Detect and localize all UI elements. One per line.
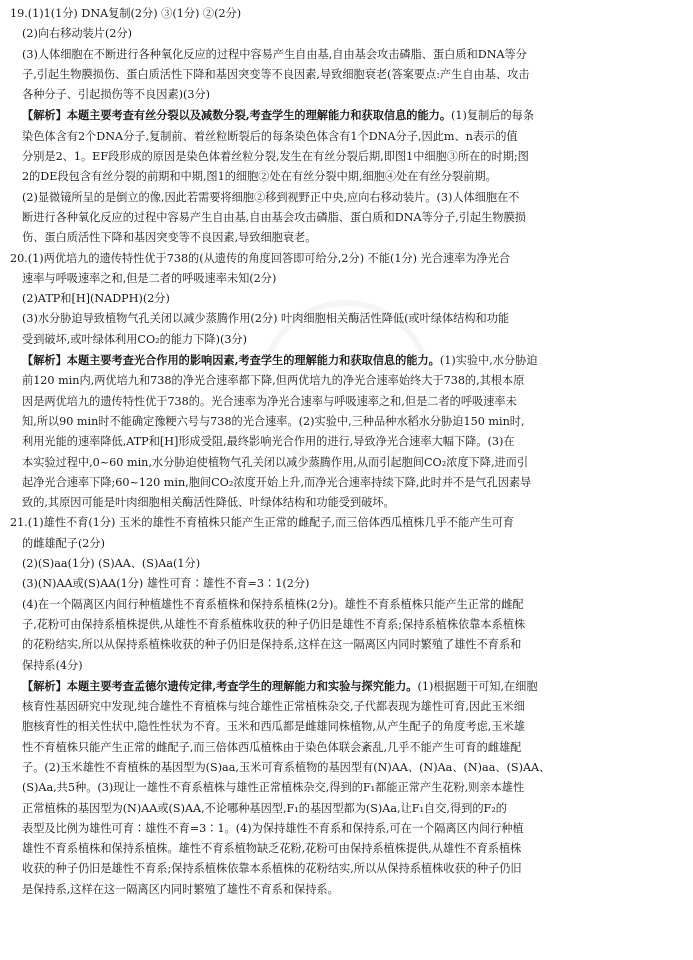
q20-analysis-line: [10, 350, 682, 371]
q20-analysis-line: 因是两优培九的遗传特性优于738的。光合速率为净光合速率与呼吸速率之和,但是二者的呼吸速率未: [22, 394, 517, 408]
analysis-text: (1)根据题干可知,在细胞: [417, 679, 538, 693]
q21-analysis-line: 胞核育性的相关性状中,隐性性状为不育。玉米和西瓜都是雌雄同株植物,从产生配子的角度考虑,玉米雄: [22, 720, 525, 734]
q20-answer-line: (3)水分胁迫导致植物气孔关闭以减少蒸腾作用(2分) 叶肉细胞相关酶活性降低(或叶绿体结构和功能: [22, 312, 510, 326]
q19-answer-line: 子,引起生物膜损伤、蛋白质活性下降和基因突变等不良因素,导致细胞衰老(答案要点:产生自由基、攻击: [22, 67, 530, 81]
q21-analysis-line: 核育性基因研究中发现,纯合雄性不育植株与纯合雄性正常植株杂交,子代都表现为雄性可育,因此玉米细: [22, 700, 525, 714]
q20-answer-line: 20.(1)两优培九的遗传特性优于738的(从遗传的角度回答即可给分,2分) 不能(1分) 光合速率为净光合: [10, 251, 511, 265]
q20-analysis-line: 致的,其原因可能是叶肉细胞相关酶活性降低、叶绿体结构和功能受到破坏。: [22, 496, 395, 510]
question-21: [10, 513, 682, 900]
q21-analysis-line: 表型及比例为雄性可育∶雄性不育=3∶1。(4)为保持雄性不育系和保持系,可在一个隔离区内间行种植: [22, 821, 524, 835]
q20-answer-line: 速率与呼吸速率之和,但是二者的呼吸速率未知(2分): [22, 271, 277, 285]
q19-answer-line: 各种分子、引起损伤等不良因素)(3分): [22, 88, 211, 102]
q21-analysis-line: 是保持系,这样在这一隔离区内同时繁殖了雄性不育系和保持系。: [22, 882, 339, 896]
q19-answer-line: (3)人体细胞在不断进行各种氧化反应的过程中容易产生自由基,自由基会攻击磷脂、蛋白质和DNA等分: [22, 47, 527, 61]
q20-analysis-line: 利用光能的速率降低,ATP和[H]形成受阻,最终影响光合作用的进行,导致净光合速率大幅下降。(3)在: [22, 435, 515, 449]
question-19: [10, 4, 682, 249]
q21-analysis-line: 性不育植株只能产生正常的雌配子,而三倍体西瓜植株由于染色体联会紊乱,几乎不能产生可育的雌雄配: [22, 740, 522, 754]
q20-answer-line: 受到破坏,或叶绿体利用CO₂的能力下降)(3分): [22, 332, 247, 346]
q21-answer-line: 保持系(4分): [22, 658, 83, 672]
q21-answer-line: 子,花粉可由保持系植株提供,从雄性不育系植株收获的种子仍旧是雄性不育系;保持系植株依靠本系植株: [22, 617, 526, 631]
analysis-tag: 【解析】本题主要考查光合作用的影响因素,考查学生的理解能力和获取信息的能力。: [22, 353, 440, 368]
q21-analysis-line: (S)Aa,共5种。(3)现让一雄性不育系植株与雄性正常植株杂交,得到的F₁都能正常产生花粉,则亲本雄性: [22, 781, 525, 795]
q21-analysis-line: [10, 676, 682, 697]
analysis-tag: 【解析】本题主要考查孟德尔遗传定律,考查学生的理解能力和实验与探究能力。: [22, 678, 418, 693]
q21-answer-line: (2)(S)aa(1分) (S)AA、(S)Aa(1分): [22, 557, 201, 571]
q19-analysis-line: 断进行各种氧化反应的过程中容易产生自由基,自由基会攻击磷脂、蛋白质和DNA等分子,引起生物膜损: [22, 210, 526, 224]
q20-analysis-line: 知,所以90 min时不能确定豫粳六号与738的光合速率。(2)实验中,三种品种水稻水分胁迫150 min时,: [22, 414, 525, 428]
q19-analysis-line: 伤、蛋白质活性下降和基因突变等不良因素,导致细胞衰老。: [22, 231, 317, 245]
q20-answer-line: (2)ATP和[H](NADPH)(2分): [22, 292, 170, 306]
q21-analysis-line: 收获的种子仍旧是雄性不育系;保持系植株依靠本系植株的花粉结实,所以从保持系植株收获的种子仍旧: [22, 862, 522, 876]
q21-answer-line: (3)(N)AA或(S)AA(1分) 雄性可育∶雄性不育=3∶1(2分): [22, 577, 310, 591]
q19-answer-line: (2)向右移动装片(2分): [22, 27, 133, 41]
q19-analysis-line: [10, 105, 682, 126]
q21-analysis-line: 子。(2)玉米雄性不育植株的基因型为(S)aa,玉米可育系植物的基因型有(N)AA、(N)Aa、(N)aa、(S)AA、: [22, 760, 551, 774]
question-20: [10, 249, 682, 514]
q21-answer-line: 21.(1)雄性不育(1分) 玉米的雄性不育植株只能产生正常的雌配子,而三倍体西瓜植株几乎不能产生可育: [10, 516, 515, 530]
analysis-tag: 【解析】本题主要考查有丝分裂以及减数分裂,考查学生的理解能力和获取信息的能力。: [22, 108, 452, 123]
q19-answer-line: 19.(1)1(1分) DNA复制(2分) ③(1分) ②(2分): [10, 7, 242, 20]
analysis-text: (1)实验中,水分胁迫: [439, 354, 538, 368]
q19-analysis-line: (2)显微镜所呈的是倒立的像,因此若需要将细胞②移到视野正中央,应向右移动装片。(3)人体细胞在不: [22, 190, 520, 204]
q21-analysis-line: 雄性不育系植株和保持系植株。雄性不育系植物缺乏花粉,花粉可由保持系植株提供,从雄性不育系植株: [22, 842, 522, 856]
q20-analysis-line: 前120 min内,两优培九和738的净光合速率都下降,但两优培九的净光合速率始终大于738的,其根本原: [22, 374, 525, 388]
analysis-text: (1)复制后的每条: [451, 109, 535, 123]
q19-analysis-line: 染色体含有2个DNA分子,复制前、着丝粒断裂后的每条染色体含有1个DNA分子,因此m、n表示的值: [22, 129, 518, 143]
q20-analysis-line: 本实验过程中,0~60 min,水分胁迫使植物气孔关闭以减少蒸腾作用,从而引起胞间CO₂浓度下降,进而引: [22, 455, 529, 469]
q19-analysis-line: 2的DE段包含有丝分裂的前期和中期,图1的细胞②处在有丝分裂中期,细胞④处在有丝分裂前期。: [22, 170, 497, 184]
q21-analysis-line: 正常植株的基因型为(N)AA或(S)AA,不论哪种基因型,F₁的基因型都为(S)Aa,让F₁自交,得到的F₂的: [22, 801, 507, 815]
q21-answer-line: (4)在一个隔离区内间行种植雄性不育系植株和保持系植株(2分)。雄性不育系植株只能产生正常的雌配: [22, 597, 524, 611]
q21-answer-line: 的花粉结实,所以从保持系植株收获的种子仍旧是保持系,这样在这一隔离区内同时繁殖了雄性不育系和: [22, 638, 522, 652]
q20-analysis-line: 起净光合速率下降;60~120 min,胞间CO₂浓度开始上升,而净光合速率持续下降,此时并不是气孔因素导: [22, 475, 532, 489]
q21-answer-line: 的雌雄配子(2分): [22, 536, 105, 550]
q19-analysis-line: 分别是2、1。EF段形成的原因是染色体着丝粒分裂,发生在有丝分裂后期,即图1中细胞③所在的时期;图: [22, 150, 529, 164]
